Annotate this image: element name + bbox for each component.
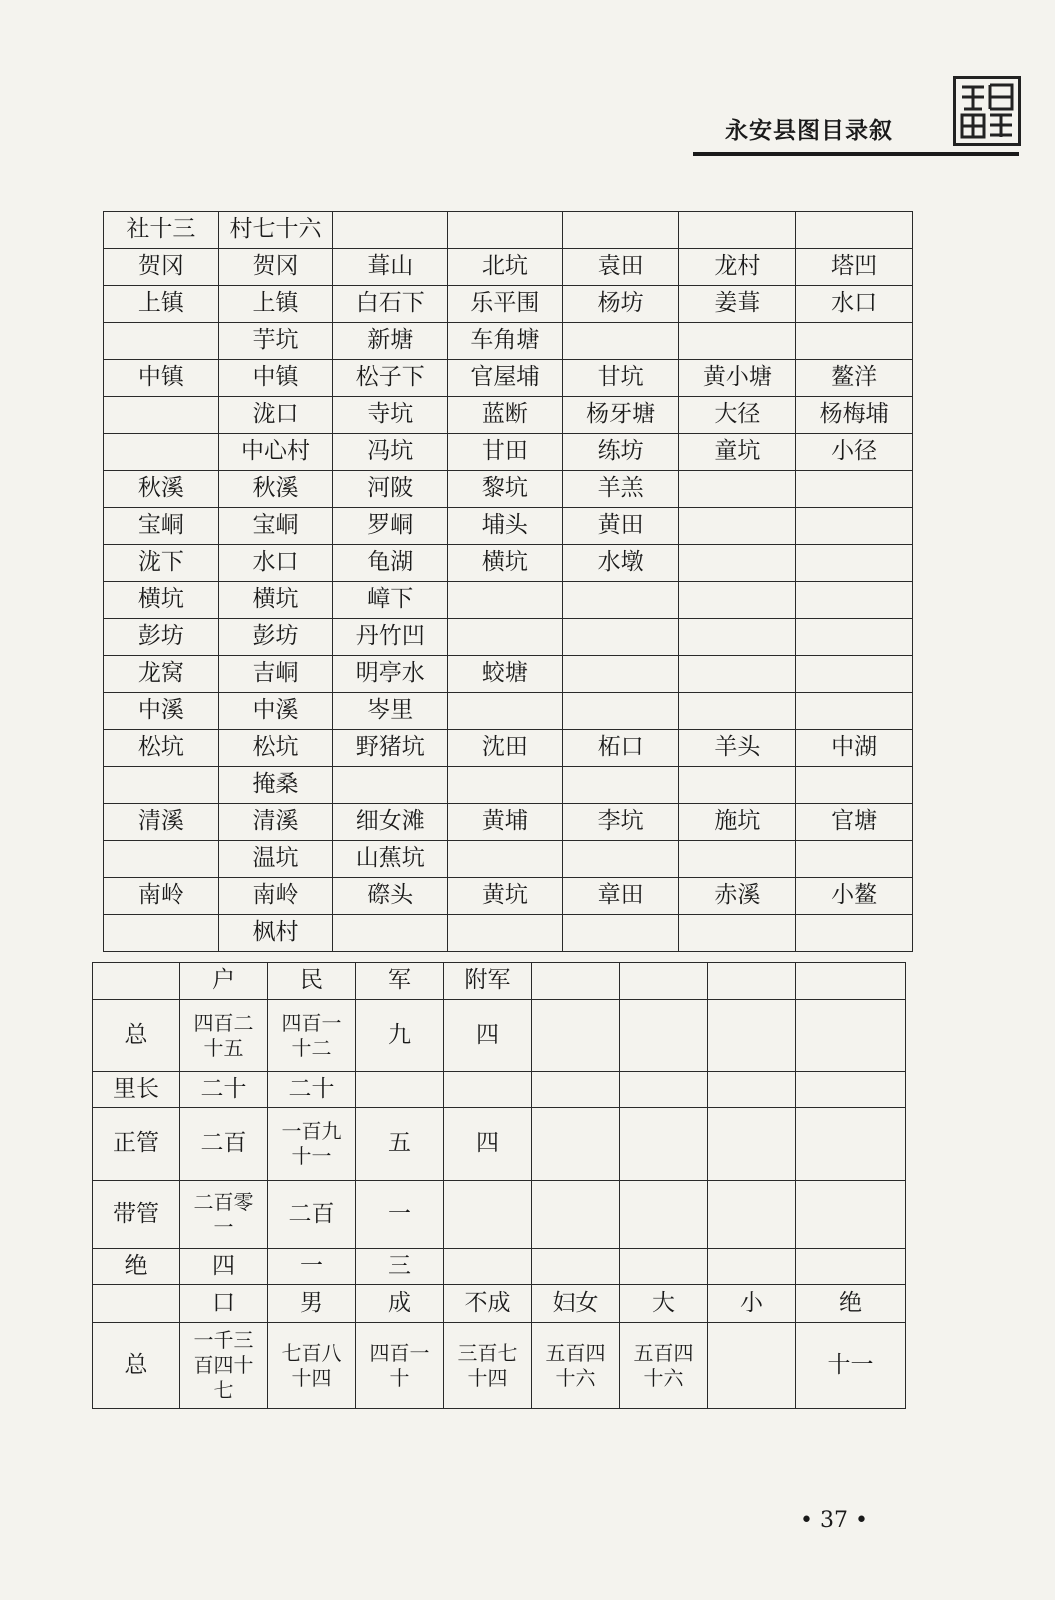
table-cell: 袁田	[562, 249, 679, 286]
table-cell: 中湖	[796, 730, 913, 767]
table-cell	[333, 915, 448, 952]
table-row	[104, 545, 913, 582]
table-cell: 二百	[180, 1108, 268, 1181]
table-cell: 乐平围	[448, 286, 563, 323]
table-cell	[562, 212, 679, 249]
table-cell: 罗峒	[333, 508, 448, 545]
table-cell: 嶂下	[333, 582, 448, 619]
table-cell	[444, 1072, 532, 1108]
table-cell: 杨牙塘	[562, 397, 679, 434]
table-cell: 宝峒	[218, 508, 333, 545]
table-cell	[620, 1181, 708, 1249]
page-number: • 37 •	[800, 1508, 868, 1533]
table-cell: 山蕉坑	[333, 841, 448, 878]
table-cell: 细女滩	[333, 804, 448, 841]
table-cell	[796, 1249, 906, 1285]
table-cell: 水墩	[562, 545, 679, 582]
table-cell: 二十	[180, 1072, 268, 1108]
table-cell: 十一	[796, 1323, 906, 1409]
table-cell: 南岭	[104, 878, 219, 915]
table-cell	[679, 323, 796, 360]
table-cell: 埔头	[448, 508, 563, 545]
village-table	[103, 211, 913, 952]
table-cell: 松子下	[333, 360, 448, 397]
table-cell	[532, 1000, 620, 1072]
table-cell: 四百一 十	[356, 1323, 444, 1409]
table-cell: 赤溪	[679, 878, 796, 915]
table-cell	[333, 767, 448, 804]
table-cell: 童坑	[679, 434, 796, 471]
table-cell: 宝峒	[104, 508, 219, 545]
table-cell	[532, 1249, 620, 1285]
table-cell: 中心村	[218, 434, 333, 471]
table-cell: 水口	[218, 545, 333, 582]
table-cell: 总	[93, 1000, 180, 1072]
table-cell: 四	[444, 1108, 532, 1181]
table-cell: 彭坊	[218, 619, 333, 656]
table-cell: 泷下	[104, 545, 219, 582]
table-cell: 黄小塘	[679, 360, 796, 397]
table-cell: 水口	[796, 286, 913, 323]
table-cell: 甘田	[448, 434, 563, 471]
table-cell: 北坑	[448, 249, 563, 286]
table-cell: 黎坑	[448, 471, 563, 508]
table-row	[104, 471, 913, 508]
table-cell: 野猪坑	[333, 730, 448, 767]
seal-stamp-icon	[953, 76, 1021, 146]
table-cell	[679, 582, 796, 619]
table-cell: 南岭	[218, 878, 333, 915]
table-cell	[562, 656, 679, 693]
table-cell: 大	[620, 1285, 708, 1323]
table-cell: 清溪	[104, 804, 219, 841]
table-row	[104, 804, 913, 841]
table-cell: 上镇	[218, 286, 333, 323]
table-cell	[532, 963, 620, 1000]
table-cell: 四	[444, 1000, 532, 1072]
table-cell	[796, 656, 913, 693]
table-cell: 中溪	[104, 693, 219, 730]
table-cell	[708, 1000, 796, 1072]
table-cell	[679, 841, 796, 878]
table-cell	[796, 508, 913, 545]
table-cell: 姜葺	[679, 286, 796, 323]
table-cell	[532, 1181, 620, 1249]
table-cell: 五百四 十六	[532, 1323, 620, 1409]
table-cell: 枫村	[218, 915, 333, 952]
table-cell: 九	[356, 1000, 444, 1072]
table-cell: 磜头	[333, 878, 448, 915]
table-cell: 彭坊	[104, 619, 219, 656]
table-cell: 黄坑	[448, 878, 563, 915]
table-cell	[356, 1072, 444, 1108]
table-cell	[562, 619, 679, 656]
table-cell	[444, 1249, 532, 1285]
table-cell: 黄埔	[448, 804, 563, 841]
table-cell	[104, 323, 219, 360]
table-cell	[104, 397, 219, 434]
table-cell: 三	[356, 1249, 444, 1285]
table-cell	[796, 1108, 906, 1181]
table-row	[104, 323, 913, 360]
table-cell: 岑里	[333, 693, 448, 730]
table-cell	[448, 693, 563, 730]
table-cell	[448, 212, 563, 249]
table-cell	[796, 619, 913, 656]
table-cell: 四	[180, 1249, 268, 1285]
table-cell: 军	[356, 963, 444, 1000]
table-cell	[448, 841, 563, 878]
table-cell: 羊羔	[562, 471, 679, 508]
table-cell: 杨坊	[562, 286, 679, 323]
table-cell: 正管	[93, 1108, 180, 1181]
table-cell: 带管	[93, 1181, 180, 1249]
table-cell: 秋溪	[218, 471, 333, 508]
header-rule	[693, 152, 1019, 156]
table-cell	[679, 471, 796, 508]
table-cell	[796, 915, 913, 952]
table-cell: 大径	[679, 397, 796, 434]
table-cell: 小	[708, 1285, 796, 1323]
table-cell: 龙村	[679, 249, 796, 286]
table-cell: 练坊	[562, 434, 679, 471]
table-row	[104, 286, 913, 323]
table-cell	[562, 841, 679, 878]
table-cell	[562, 693, 679, 730]
table-row	[104, 249, 913, 286]
table-cell: 泷口	[218, 397, 333, 434]
table-cell	[448, 619, 563, 656]
table-row	[93, 1108, 906, 1181]
table-cell: 官屋埔	[448, 360, 563, 397]
table-cell	[93, 963, 180, 1000]
table-row	[104, 656, 913, 693]
table-cell: 小径	[796, 434, 913, 471]
table-cell: 白石下	[333, 286, 448, 323]
table-row	[104, 434, 913, 471]
table-cell: 官塘	[796, 804, 913, 841]
table-cell	[796, 767, 913, 804]
table-cell: 新塘	[333, 323, 448, 360]
table-cell	[679, 656, 796, 693]
table-cell: 葺山	[333, 249, 448, 286]
table-cell	[796, 841, 913, 878]
table-cell	[796, 212, 913, 249]
table-cell	[679, 508, 796, 545]
table-cell: 黄田	[562, 508, 679, 545]
table-cell: 成	[356, 1285, 444, 1323]
table-cell	[104, 915, 219, 952]
table-row	[104, 730, 913, 767]
table-cell	[679, 693, 796, 730]
table-cell: 松坑	[104, 730, 219, 767]
table-cell: 里长	[93, 1072, 180, 1108]
table-cell	[620, 963, 708, 1000]
table-cell: 七百八 十四	[268, 1323, 356, 1409]
table-cell: 李坑	[562, 804, 679, 841]
table-cell: 中镇	[218, 360, 333, 397]
table-row	[104, 841, 913, 878]
table-cell: 二百	[268, 1181, 356, 1249]
table-cell: 总	[93, 1323, 180, 1409]
table-cell: 五百四 十六	[620, 1323, 708, 1409]
table-cell: 杨梅埔	[796, 397, 913, 434]
table-cell	[620, 1000, 708, 1072]
table-cell	[796, 471, 913, 508]
table-cell: 一	[356, 1181, 444, 1249]
table-row	[104, 878, 913, 915]
table-cell: 羊头	[679, 730, 796, 767]
table-cell	[104, 767, 219, 804]
table-cell	[708, 1072, 796, 1108]
table-cell: 一	[268, 1249, 356, 1285]
page-title: 永安县图目录叙	[725, 118, 893, 144]
table-cell	[796, 693, 913, 730]
table-cell: 鳌洋	[796, 360, 913, 397]
table-cell: 一千三 百四十 七	[180, 1323, 268, 1409]
table-cell	[562, 323, 679, 360]
table-row	[104, 619, 913, 656]
table-cell	[444, 1181, 532, 1249]
table-cell	[796, 963, 906, 1000]
table-cell: 口	[180, 1285, 268, 1323]
table-cell: 不成	[444, 1285, 532, 1323]
table-cell	[620, 1072, 708, 1108]
table-cell: 柘口	[562, 730, 679, 767]
table-row	[93, 1000, 906, 1072]
table-cell	[708, 1108, 796, 1181]
table-cell: 横坑	[218, 582, 333, 619]
table-cell	[679, 545, 796, 582]
table-cell: 甘坑	[562, 360, 679, 397]
table-cell: 松坑	[218, 730, 333, 767]
table-row	[104, 360, 913, 397]
table-row	[104, 693, 913, 730]
table-cell: 二十	[268, 1072, 356, 1108]
table-cell: 村七十六	[218, 212, 333, 249]
table-row	[104, 915, 913, 952]
table-cell	[708, 963, 796, 1000]
table-cell: 绝	[93, 1249, 180, 1285]
table-cell: 男	[268, 1285, 356, 1323]
table-cell	[679, 212, 796, 249]
table-cell: 车角塘	[448, 323, 563, 360]
table-cell: 五	[356, 1108, 444, 1181]
table-cell: 掩桑	[218, 767, 333, 804]
table-cell	[796, 545, 913, 582]
table-cell: 妇女	[532, 1285, 620, 1323]
table-cell	[448, 915, 563, 952]
table-cell: 施坑	[679, 804, 796, 841]
table-cell: 河陂	[333, 471, 448, 508]
table-cell: 章田	[562, 878, 679, 915]
table-cell: 温坑	[218, 841, 333, 878]
table-cell: 清溪	[218, 804, 333, 841]
table-row	[93, 1249, 906, 1285]
table-cell	[448, 582, 563, 619]
table-row	[104, 212, 913, 249]
table-cell: 蓝断	[448, 397, 563, 434]
table-cell: 二百零 一	[180, 1181, 268, 1249]
table-cell	[562, 915, 679, 952]
table-cell	[333, 212, 448, 249]
table-cell: 小鳌	[796, 878, 913, 915]
table-cell: 丹竹凹	[333, 619, 448, 656]
table-cell: 附军	[444, 963, 532, 1000]
table-cell: 吉峒	[218, 656, 333, 693]
table-cell: 中溪	[218, 693, 333, 730]
table-cell	[562, 767, 679, 804]
table-cell	[796, 1181, 906, 1249]
table-row	[104, 397, 913, 434]
table-cell: 寺坑	[333, 397, 448, 434]
table-cell: 塔凹	[796, 249, 913, 286]
table-cell: 芋坑	[218, 323, 333, 360]
table-cell: 民	[268, 963, 356, 1000]
table-cell	[620, 1249, 708, 1285]
table-cell: 横坑	[448, 545, 563, 582]
table-row	[104, 582, 913, 619]
table-cell	[532, 1108, 620, 1181]
table-cell	[104, 841, 219, 878]
household-table	[92, 962, 906, 1409]
table-cell: 龙窝	[104, 656, 219, 693]
table-cell	[679, 619, 796, 656]
table-cell: 明亭水	[333, 656, 448, 693]
table-cell	[93, 1285, 180, 1323]
table-cell	[679, 767, 796, 804]
table-cell	[796, 1000, 906, 1072]
table-cell	[708, 1249, 796, 1285]
table-cell: 中镇	[104, 360, 219, 397]
table-row	[93, 1323, 906, 1409]
table-cell	[104, 434, 219, 471]
table-cell	[532, 1072, 620, 1108]
table-row	[93, 1285, 906, 1323]
table-cell: 社十三	[104, 212, 219, 249]
table-cell	[796, 323, 913, 360]
table-cell: 绝	[796, 1285, 906, 1323]
table-cell: 秋溪	[104, 471, 219, 508]
table-cell: 贺冈	[104, 249, 219, 286]
seal-glyph-icon	[958, 81, 1016, 141]
table-cell: 四百二 十五	[180, 1000, 268, 1072]
table-cell: 横坑	[104, 582, 219, 619]
table-cell: 三百七 十四	[444, 1323, 532, 1409]
table-cell	[796, 582, 913, 619]
table-cell	[679, 915, 796, 952]
table-cell: 蛟塘	[448, 656, 563, 693]
table-row	[93, 1181, 906, 1249]
table-row	[93, 963, 906, 1000]
table-cell: 沈田	[448, 730, 563, 767]
table-cell	[448, 767, 563, 804]
table-cell: 上镇	[104, 286, 219, 323]
table-cell: 冯坑	[333, 434, 448, 471]
table-cell: 户	[180, 963, 268, 1000]
table-cell	[708, 1323, 796, 1409]
table-cell	[708, 1181, 796, 1249]
table-cell	[796, 1072, 906, 1108]
table-cell: 贺冈	[218, 249, 333, 286]
table-row	[93, 1072, 906, 1108]
table-cell	[562, 582, 679, 619]
table-row	[104, 767, 913, 804]
table-cell: 龟湖	[333, 545, 448, 582]
table-cell	[620, 1108, 708, 1181]
table-cell: 一百九 十一	[268, 1108, 356, 1181]
table-row	[104, 508, 913, 545]
table-cell: 四百一 十二	[268, 1000, 356, 1072]
